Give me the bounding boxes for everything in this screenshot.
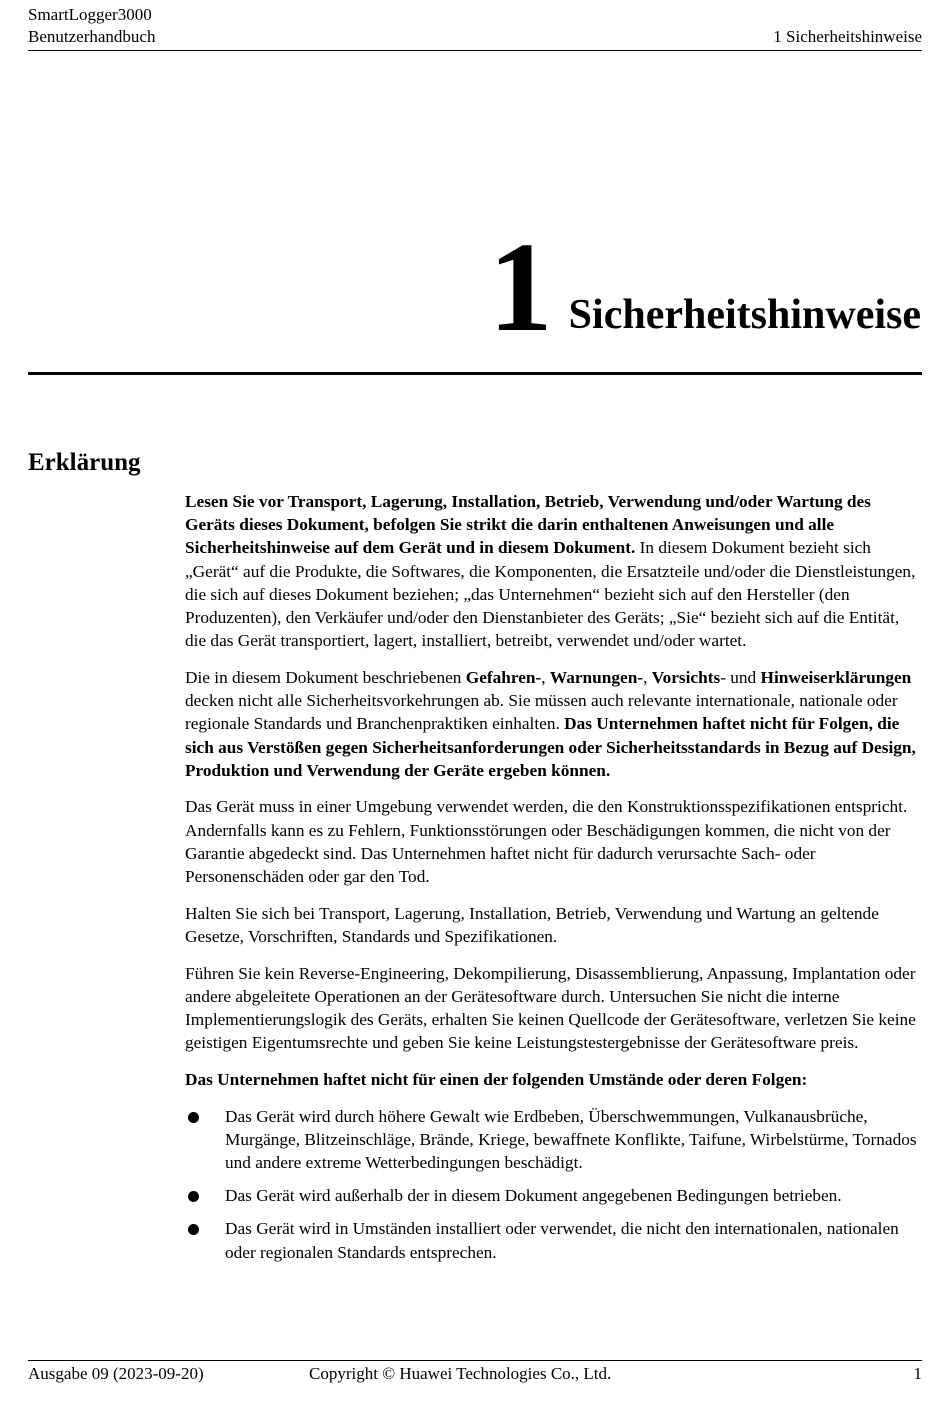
page-footer [28, 1360, 922, 1385]
list-item-text: Das Gerät wird in Umständen installiert oder verwendet, die nicht den internationalen, nationalen oder regionalen Standards entsprechen. [225, 1219, 899, 1262]
chapter-number: 1 [488, 216, 553, 358]
bullet-dot-icon [188, 1224, 199, 1235]
paragraph-2-text-i: decken nicht alle Sicherheitsvorkehrungen ab. Sie müssen auch relevante internationale, nationale oder regionale Standards und Branchenpraktiken einhalten. [185, 691, 898, 734]
list-item-text: Das Gerät wird durch höhere Gewalt wie Erdbeben, Überschwemmungen, Vulkanausbrüche, Murgänge, Blitzeinschläge, Brände, Kriege, bewaffnete Konflikte, Taifune, Wirbelstürme, Tornados und andere extreme Wetterbedingungen beschädigt. [225, 1106, 917, 1173]
paragraph-5: Führen Sie kein Reverse-Engineering, Dekompilierung, Disassemblierung, Anpassung, Implantation oder andere abgeleitete Operationen an der Gerätesoftware durch. Untersuchen Sie nicht die interne Implementierungslogik des Geräts, erhalten Sie keinen Quellcode der Gerätesoftware, verletzen Sie keine geistigen Eigentumsrechte und geben Sie keine Leistungstestergebnisse der Gerätesoftware preis. [185, 963, 916, 1053]
list-item-text: Das Gerät wird außerhalb der in diesem Dokument angegebenen Bedingungen betrieben. [225, 1186, 842, 1206]
chapter-rule [28, 372, 922, 375]
page-header [28, 4, 922, 51]
paragraph-2-bold-danger: Gefahren- [465, 667, 542, 687]
list-item [185, 1184, 922, 1207]
bullet-dot-icon [188, 1112, 199, 1123]
paragraph-4: Halten Sie sich bei Transport, Lagerung, Installation, Betrieb, Verwendung und Wartung an geltende Gesetze, Vorschriften, Standards und Spezifikationen. [185, 903, 879, 946]
paragraph-2-bold-liability: Das Unternehmen haftet nicht für Folgen, die sich aus Verstößen gegen Sicherheitsanforderungen oder Sicherheitsstandards in Bezug auf Design, Produktion und Verwendung der Geräte ergeben können. [185, 714, 916, 780]
paragraph-2-text-c: , [541, 667, 550, 687]
liability-list [185, 1105, 922, 1264]
chapter-heading [488, 216, 921, 358]
paragraph-2-bold-caution: Vorsichts [651, 667, 721, 687]
paragraph-1 [185, 490, 922, 652]
header-manual-name: Benutzerhandbuch [28, 27, 156, 46]
paragraph-2-text-g: - und [720, 667, 761, 687]
paragraph-2-text-e: , [643, 667, 652, 687]
paragraph-1-bold: Lesen Sie vor Transport, Lagerung, Installation, Betrieb, Verwendung und/oder Wartung des Geräts dieses Dokument, befolgen Sie strikt die darin enthaltenen Anweisungen und alle Sicherheitshinweise auf dem Gerät und in diesem Dokument. [185, 492, 871, 558]
paragraph-2-bold-warning: Warnungen- [549, 667, 644, 687]
header-product-name: SmartLogger3000 [28, 5, 152, 24]
header-chapter-name: 1 Sicherheitshinweise [773, 27, 922, 46]
bullet-dot-icon [188, 1191, 199, 1202]
footer-copyright: Copyright © Huawei Technologies Co., Ltd. [309, 1364, 612, 1383]
list-item [185, 1217, 922, 1263]
paragraph-2 [185, 666, 922, 782]
chapter-title: Sicherheitshinweise [568, 292, 921, 338]
footer-issue: Ausgabe 09 (2023-09-20) [28, 1364, 204, 1383]
page-content [185, 490, 922, 1274]
paragraph-6 [185, 1068, 922, 1091]
paragraph-1-text: In diesem Dokument bezieht sich „Gerät“ auf die Produkte, die Softwares, die Komponenten, die Ersatzteile und/oder die Dienstleistungen, die sich auf dieses Dokument beziehen; „das Unternehmen“ bezieht sich auf den Hersteller (den Produzenten), den Verkäufer und/oder den Dienstanbieter des Geräts; „Sie“ bezieht sich auf die Entität, die das Gerät transportiert, lagert, installiert, betreibt, verwendet und/oder wartet. [185, 538, 916, 651]
paragraph-6-bold: Das Unternehmen haftet nicht für einen der folgenden Umstände oder deren Folgen: [185, 1069, 808, 1089]
paragraph-3: Das Gerät muss in einer Umgebung verwendet werden, die den Konstruktionsspezifikationen entspricht. Andernfalls kann es zu Fehlern, Funktionsstörungen oder Beschädigungen kommen, die nicht von der Garantie abgedeckt sind. Das Unternehmen haftet nicht für dadurch verursachte Sach- oder Personenschäden oder gar den Tod. [185, 797, 908, 887]
header-left [28, 4, 155, 48]
section-title: Erklärung [28, 449, 141, 476]
paragraph-2-bold-notice: Hinweiserklärungen [760, 667, 912, 687]
list-item [185, 1105, 922, 1175]
footer-page-number: 1 [913, 1364, 922, 1383]
paragraph-2-text-a: Die in diesem Dokument beschriebenen [185, 667, 466, 687]
